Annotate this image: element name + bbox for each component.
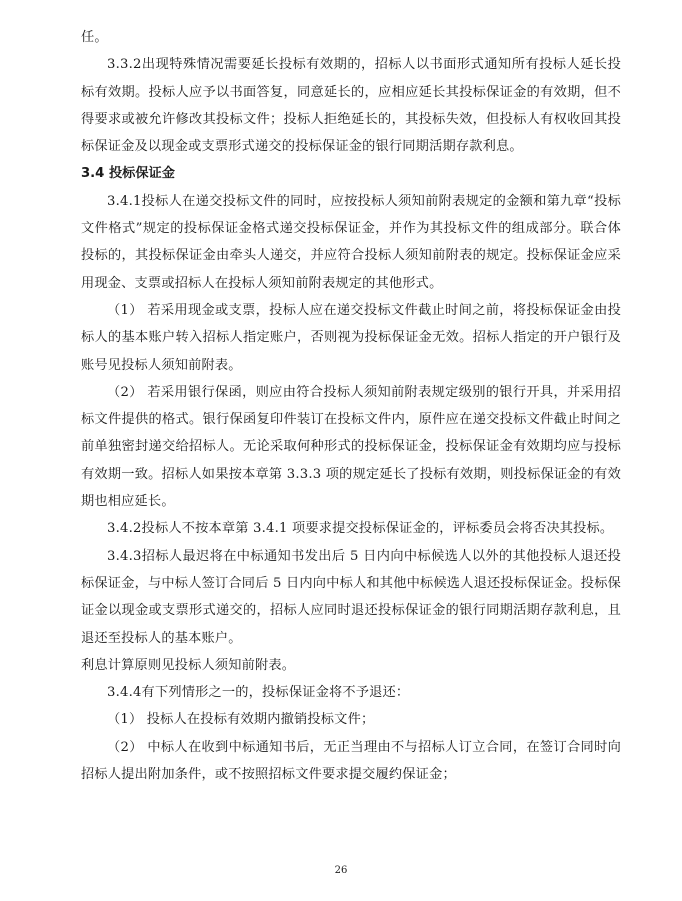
paragraph-3-4-4-item-2: （2） 中标人在收到中标通知书后，无正当理由不与招标人订立合同，在签订合同时向招标人提出附加条件，或不按照招标文件要求提交履约保证金； — [81, 739, 621, 783]
paragraph-3-4-1: 3.4.1投标人在递交投标文件的同时，应按投标人须知前附表规定的金额和第九章“投标文件格式”规定的投标保证金格式递交投标保证金，并作为其投标文件的组成部分。联合体投标的，其投标保证金由牵头人递交，并应符合投标人须知前附表的规定。投标保证金应采用现金、支票或招标人在投标人须知前附表规定的其他形式。 — [81, 193, 621, 291]
paragraph-3-3-2: 3.3.2出现特殊情况需要延长投标有效期的，招标人以书面形式通知所有投标人延长投标有效期。投标人应予以书面答复，同意延长的，应相应延长其投标保证金的有效期，但不得要求或被允许修改其投标文件；投标人拒绝延长的，其投标失效，但投标人有权收回其投标保证金及以现金或支票形式递交的投标保证金的银行同期活期存款利息。 — [81, 57, 621, 155]
paragraph-3-4-3: 3.4.3招标人最迟将在中标通知书发出后 5 日内向中标候选人以外的其他投标人退还投标保证金，与中标人签订合同后 5 日内向中标人和其他中标候选人退还投标保证金。投标保证金以现金或支票形式递交的，招标人应同时退还投标保证金的银行同期活期存款利息，且退还至投标人的基本账户。 — [81, 548, 621, 646]
paragraph-3-4-2: 3.4.2投标人不按本章第 3.4.1 项要求提交投标保证金的，评标委员会将否决其投标。 — [107, 521, 614, 537]
document-body — [81, 24, 621, 788]
paragraph-3-4-1-item-1: （1） 若采用现金或支票，投标人应在递交投标文件截止时间之前，将投标保证金由投标人的基本账户转入招标人指定账户，否则视为投标保证金无效。招标人指定的开户银行及账号见投标人须知前附表。 — [81, 302, 621, 373]
section-heading-3-4: 3.4 投标保证金 — [81, 166, 175, 182]
page-number: 26 — [334, 865, 348, 876]
paragraph-3-4-1-item-2: （2） 若采用银行保函，则应由符合投标人须知前附表规定级别的银行开具，并采用招标文件提供的格式。银行保函复印件装订在投标文件内，原件应在递交投标文件截止时间之前单独密封递交给招标人。无论采取何种形式的投标保证金，投标保证金有效期均应与投标有效期一致。招标人如果按本章第 3.3.3 项的规定延长了投标有效期，则投标保证金的有效期也相应延长。 — [81, 384, 621, 510]
paragraph-3-4-4-item-1: （1） 投标人在投标有效期内撤销投标文件； — [107, 712, 375, 728]
paragraph-continuation: 任。 — [81, 30, 108, 45]
paragraph-interest-note: 利息计算原则见投标人须知前附表。 — [81, 657, 296, 673]
paragraph-3-4-4: 3.4.4有下列情形之一的，投标保证金将不予退还： — [107, 685, 410, 701]
